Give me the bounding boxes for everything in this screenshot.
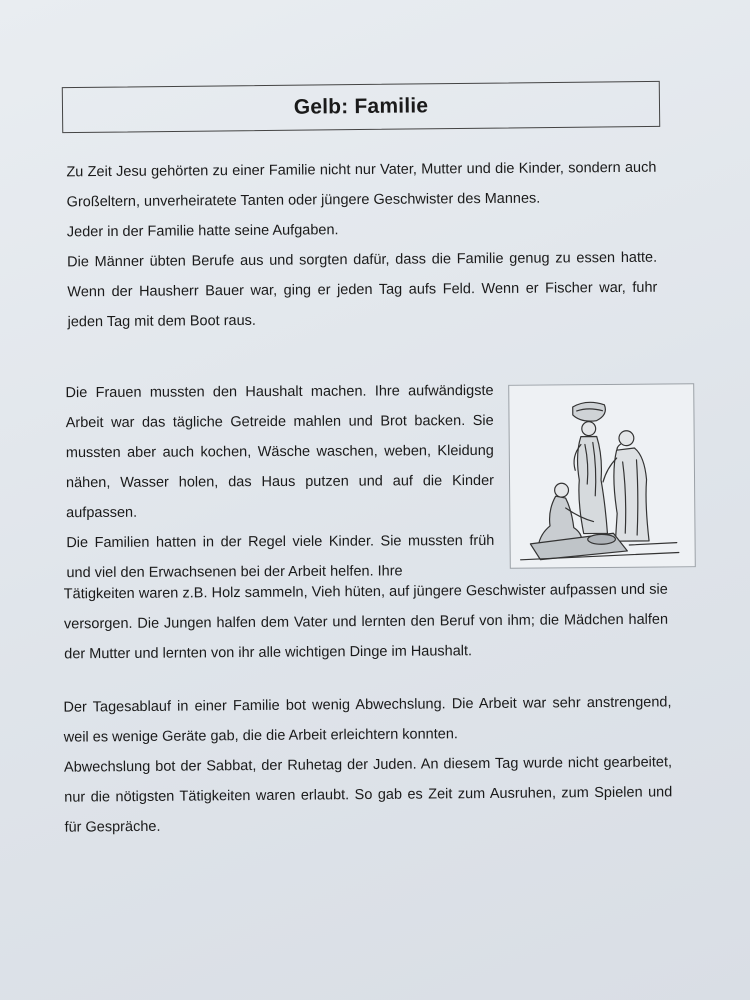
text-line: Die Männer übten Berufe aus und sorgten dafür, dass die Familie genug zu essen hatte. Wenn der Hausherr Bauer war, ging er jeden Tag aufs Feld. Wenn er Fischer war, fuhr jeden Tag mit dem Boot raus. — [67, 249, 658, 331]
text-line: Die Frauen mussten den Haushalt machen. Ihre aufwändigste Arbeit war das tägliche Getreide mahlen und Brot backen. Sie mussten aber auch kochen, Wäsche waschen, weben, Kleidung nähen, Wasser holen, das Haus putzen und auf die Kinder aufpassen. — [65, 382, 495, 522]
text-line: Zu Zeit Jesu gehörten zu einer Familie nicht nur Vater, Mutter und die Kinder, sondern auch Großeltern, unverheiratete Tanten oder jüngere Geschwister des Mannes. — [66, 159, 657, 211]
illustration-svg — [509, 384, 695, 568]
page-title: Gelb: Familie — [293, 94, 429, 119]
family-illustration — [508, 383, 696, 569]
title-box — [62, 81, 660, 133]
paragraph-children-continued — [64, 575, 669, 670]
paragraph-daily-life — [63, 687, 672, 842]
paragraph-men — [66, 153, 657, 338]
text-line: Die Familien hatten in der Regel viele Kinder. Sie mussten früh und viel den Erwachsenen bei der Arbeit helfen. Ihre — [66, 532, 495, 582]
text-line: Tätigkeiten waren z.B. Holz sammeln, Vieh hüten, auf jüngere Geschwister aufpassen und sie versorgen. Die Jungen halfen dem Vater und lernten den Beruf von ihm; die Mädchen halfen der Mutter und lernten von ihr alle wichtigen Dinge im Haushalt. — [63, 581, 669, 663]
text-line: Jeder in der Familie hatte seine Aufgaben. — [66, 222, 339, 241]
text-line: Der Tagesablauf in einer Familie bot wenig Abwechslung. Die Arbeit war sehr anstrengend, weil es wenige Geräte gab, die die Arbeit erleichtern konnten. — [63, 694, 672, 746]
text-line: Abwechslung bot der Sabbat, der Ruhetag der Juden. An diesem Tag wurde nicht gearbeitet, nur die nötigsten Tätigkeiten waren erlaubt. So gab es Zeit zum Ausruhen, zum Spielen und für Gespräche. — [63, 754, 673, 836]
paragraph-women — [65, 376, 494, 588]
